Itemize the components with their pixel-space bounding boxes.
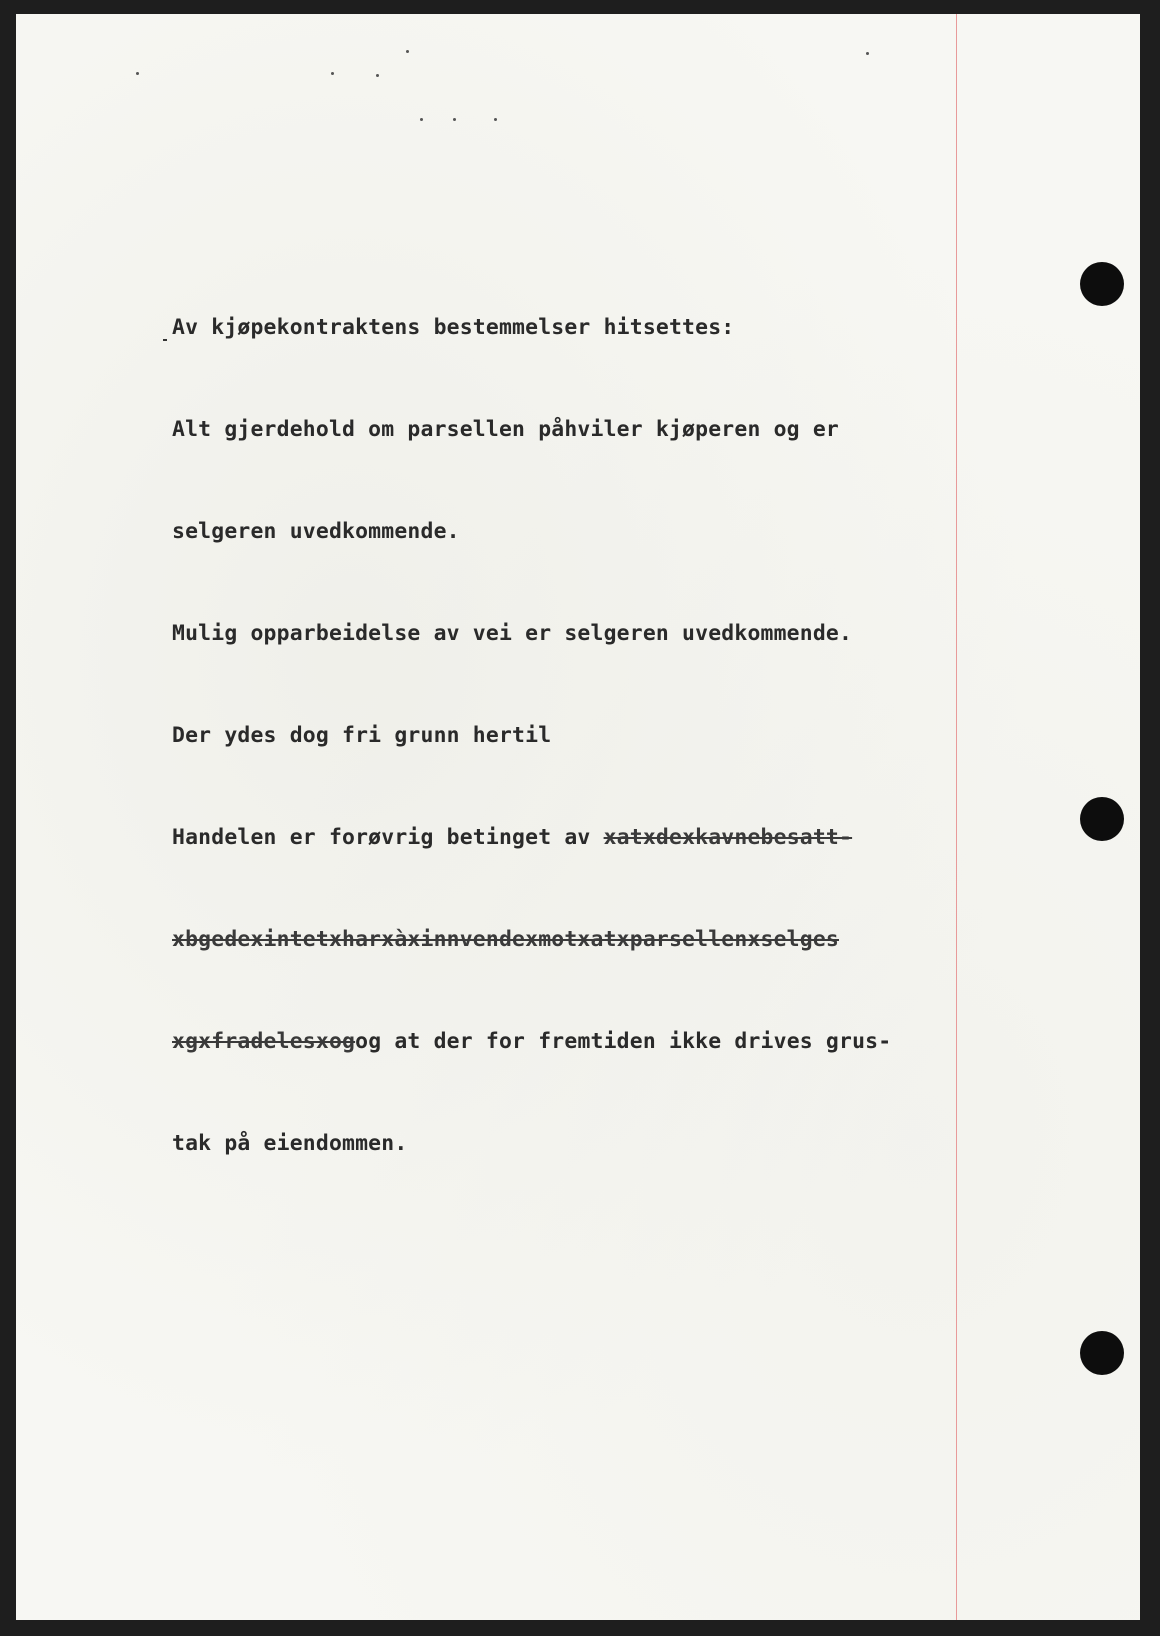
ink-speck — [406, 50, 409, 53]
punch-hole-top — [1080, 262, 1124, 306]
stray-mark — [163, 339, 167, 341]
text-segment: Handelen er forøvrig betinget av — [172, 825, 604, 850]
typewritten-text — [172, 243, 891, 1229]
struck-out-text: xgxfradelesxog — [172, 1029, 356, 1054]
punch-hole-bottom — [1080, 1331, 1124, 1375]
text-segment: og at der for fremtiden ikke drives grus- — [355, 1029, 892, 1054]
ink-speck — [331, 72, 334, 75]
text-line-struck — [172, 923, 891, 957]
struck-out-text: xatxdexkavnebesatt- — [603, 825, 853, 850]
red-margin-rule — [956, 14, 957, 1620]
text-line: Av kjøpekontraktens bestemmelser hitsettes: — [172, 315, 735, 340]
ink-speck — [866, 52, 869, 55]
text-line-with-strikeout — [172, 1025, 891, 1059]
ink-speck — [136, 72, 139, 75]
ink-speck — [453, 118, 456, 121]
ink-speck — [420, 118, 423, 121]
text-line: Der ydes dog fri grunn hertil — [172, 723, 552, 748]
text-line: tak på eiendommen. — [172, 1131, 408, 1156]
punch-hole-middle — [1080, 797, 1124, 841]
ink-speck — [376, 74, 379, 77]
text-line: Alt gjerdehold om parsellen påhviler kjøperen og er — [172, 417, 839, 442]
ink-speck — [494, 118, 497, 121]
text-line: Mulig opparbeidelse av vei er selgeren uvedkommende. — [172, 621, 853, 646]
text-line-with-strikeout — [172, 821, 891, 855]
text-line: selgeren uvedkommende. — [172, 519, 460, 544]
struck-out-text: xbgedexintetxharxàxinnvendexmotxatxparsellenxselges — [172, 927, 839, 952]
